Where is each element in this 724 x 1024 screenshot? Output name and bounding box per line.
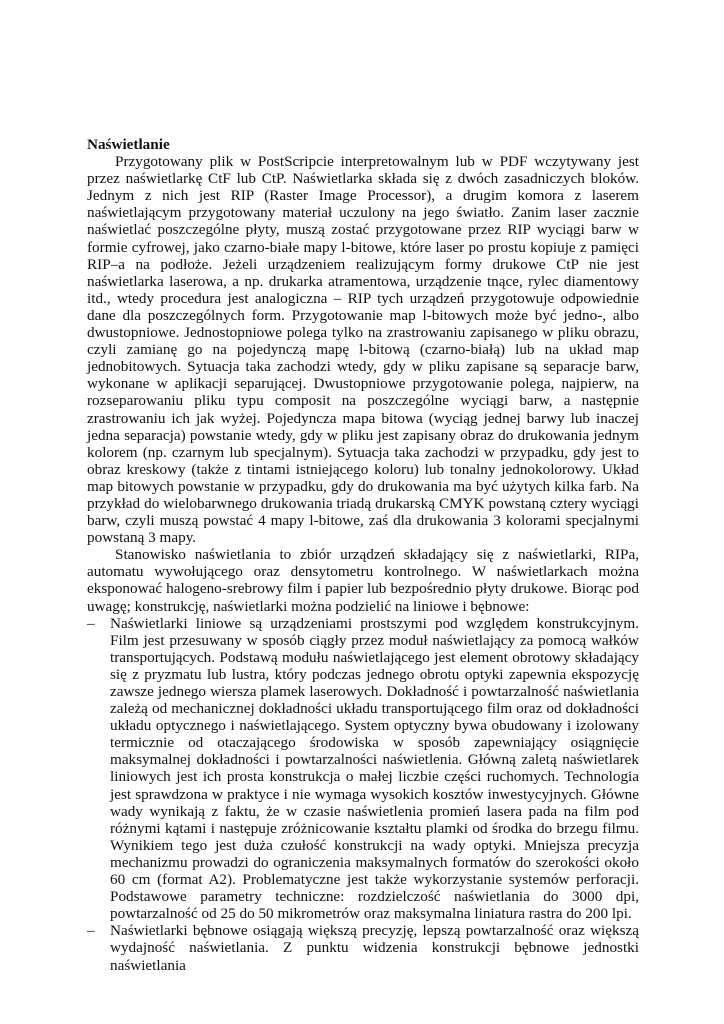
list-marker: – <box>87 922 95 940</box>
list-item-text: Naświetlarki bębnowe osiągają większą precyzję, lepszą powtarzalność oraz większą wydajność naświetlania. Z punktu widzenia konstrukcji bębnowe jednostki naświetlania <box>110 922 639 974</box>
list-item-drum-imagesetters <box>87 922 639 973</box>
section-heading: Naświetlanie <box>87 136 170 153</box>
list-item-text: Naświetlarki liniowe są urządzeniami prostszymi pod względem konstrukcyjnym. Film jest przesuwany w sposób ciągły przez moduł naświetlający za pomocą wałków transportujących. Podstawą modułu naświetlającego jest element obrotowy składający się z pryzmatu lub lustra, który podczas jednego obrotu optyki zapewnia ekspozycję zawsze jednego wiersza plamek laserowych. Dokładność i powtarzalność naświetlania zależą od mechanicznej dokładności układu transportującego film oraz od dokładności układu optycznego i naświetlającego. System optyczny bywa obudowany i izolowany termicznie od otaczającego środowiska w sposób zapewniający osiągnięcie maksymalnej dokładności i powtarzalności naświetlenia. Główną zaletą naświetlarek liniowych jest ich prosta konstrukcja o małej liczbie części ruchomych. Technologia jest sprawdzona w praktyce i nie wymaga wysokich kosztów inwestycyjnych. Główne wady wynikają z faktu, że w czasie naświetlenia promień lasera pada na film pod różnymi kątami i następuje zróżnicowanie kształtu plamki od środka do brzegu filmu. Wynikiem tego jest duża czułość konstrukcji na wady optyki. Mniejsza precyzja mechanizmu prowadzi do ograniczenia maksymalnych formatów do szerokości około 60 cm (format A2). Problematyczne jest także wykorzystanie systemów perforacji. Podstawowe parametry techniczne: rozdzielczość naświetlania do 3000 dpi, powtarzalność od 25 do 50 mikrometrów oraz maksymalna liniatura rastra do 200 lpi. <box>110 614 639 923</box>
list-marker: – <box>87 614 95 632</box>
paragraph-rip-process: Przygotowany plik w PostScripcie interpretowalnym lub w PDF wczytywany jest przez naświetlarkę CtF lub CtP. Naświetlarka składa się z dwóch zasadniczych bloków. Jednym z nich jest RIP (Raster Image Processor), a drugim komora z laserem naświetlającym przygotowany materiał uczulony na jego światło. Zanim laser zacznie naświetlać poszczególne płyty, muszą zostać przygotowane przez RIP wyciągi barw w formie cyfrowej, jako czarno-białe mapy l-bitowe, które laser po prostu kopiuje z pamięci RIP–a na podłoże. Jeżeli urządzeniem realizującym formy drukowe CtP nie jest naświetlarka laserowa, a np. drukarka atramentowa, urządzenie tnące, rylec diamentowy itd., wtedy procedura jest analogiczna – RIP tych urządzeń przygotowuje odpowiednie dane dla poszczególnych form. Przygotowanie map l-bitowych może być jedno-, albo dwustopniowe. Jednostopniowe polega tylko na zrastrowaniu zapisanego w pliku obrazu, czyli zamianę go na pojedynczą mapę l-bitową (czarno-białą) lub na układ map jednobitowych. Sytuacja taka zachodzi wtedy, gdy w pliku zapisane są separacje barw, wykonane w aplikacji separującej. Dwustopniowe przygotowanie polega, najpierw, na rozseparowaniu pliku typu composit na poszczególne wyciągi barw, a następnie zrastrowaniu ich jak wyżej. Pojedyncza mapa bitowa (wyciąg jednej barwy lub inaczej jedna separacja) powstanie wtedy, gdy w pliku jest zapisany obraz do drukowania jednym kolorem (np. czarnym lub specjalnym). Sytuacja taka zachodzi w przypadku, gdy jest to obraz kreskowy (także z tintami istniejącego koloru) lub tonalny jednokolorowy. Układ map bitowych powstanie w przypadku, gdy do drukowania ma być użytych kilka farb. Na przykład do wielobarwnego drukowania triadą drukarską CMYK powstaną cztery wyciągi barw, czyli muszą powstać 4 mapy l-bitowe, zaś dla drukowania 3 kolorami specjalnymi powstaną 3 mapy. <box>87 153 639 547</box>
list-item-linear-imagesetters <box>87 615 639 923</box>
paragraph-imagesetter-station: Stanowisko naświetlania to zbiór urządzeń składający się z naświetlarki, RIPa, automatu wywołującego oraz densytometru kontrolnego. W naświetlarkach można eksponować halogeno-srebrowy film i papier lub bezpośrednio płyty drukowe. Biorąc pod uwagę; konstrukcję, naświetlarki można podzielić na liniowe i bębnowe: <box>87 546 639 615</box>
document-page <box>87 136 639 974</box>
imagesetter-types-list <box>87 615 639 974</box>
